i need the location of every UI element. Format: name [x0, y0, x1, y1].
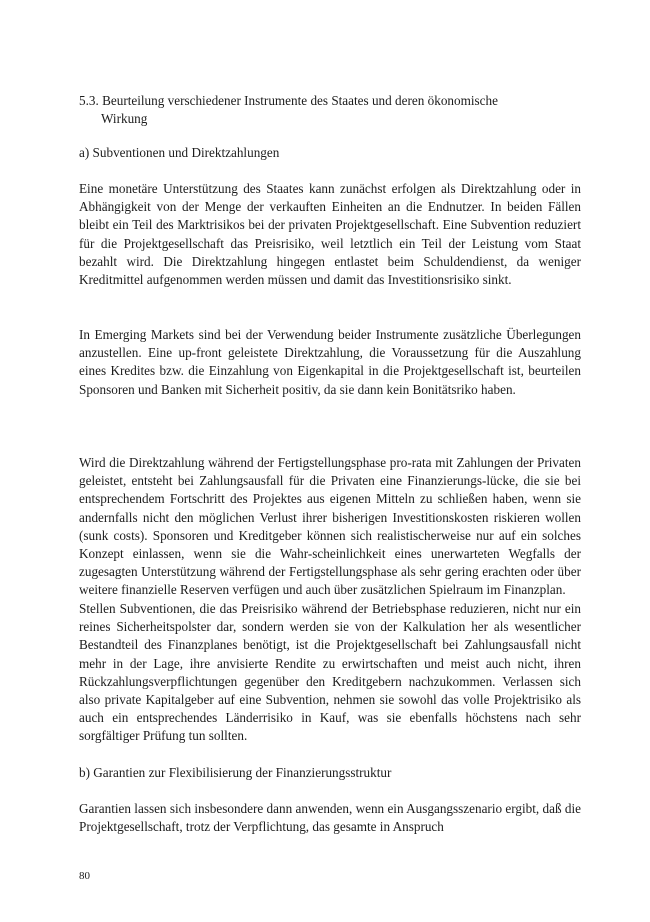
- subsection-heading-b: b) Garantien zur Flexibilisierung der Finanzierungsstruktur: [79, 765, 392, 780]
- paragraph-3: Wird die Direktzahlung während der Fertigstellungsphase pro-rata mit Zahlungen der Privaten geleistet, entsteht bei Zahlungsausfall für die Privaten eine Finanzierungs-lücke, die sie bei entsprechendem Fortschritt des Projektes aus eigenen Mitteln zu schließen haben, wenn sie andernfalls nicht den möglichen Verlust ihrer bisherigen Investitionskosten riskieren wollen (sunk costs). Sponsoren und Kreditgeber können sich realistischerweise nur auf ein solches Konzept einlassen, wenn sie die Wahr-scheinlichkeit eines unerwarteten Wegfalls der zugesagten Unterstützung während der Fertigstellungsphase als sehr gering erachten oder über weitere finanzielle Reserven verfügen und auch über zusätzlichen Spielraum im Finanzplan.: [79, 455, 581, 598]
- paragraph-5: Garantien lassen sich insbesondere dann anwenden, wenn ein Ausgangsszenario ergibt, daß die Projektgesellschaft, trotz der Verpflichtung, das gesamte in Anspruch: [79, 801, 581, 835]
- paragraph-2: In Emerging Markets sind bei der Verwendung beider Instrumente zusätzliche Überlegungen anzustellen. Eine up-front geleistete Direktzahlung, die Voraussetzung für die Auszahlung eines Kredites bzw. die Einzahlung von Eigenkapital in die Projektgesellschaft ist, beurteilen Sponsoren und Banken mit Sicherheit positiv, da sie dann kein Bonitätsriko haben.: [79, 327, 581, 397]
- section-number-title: 5.3. Beurteilung verschiedener Instrumente des Staates und deren ökonomische: [79, 93, 498, 108]
- paragraph-4: Stellen Subventionen, die das Preisrisiko während der Betriebsphase reduzieren, nicht nur ein reines Sicherheitspolster dar, sondern werden sie von der Kalkulation her als wesentlicher Bestandteil des Finanzplanes benötigt, ist die Projektgesellschaft bei Zahlungsausfall nicht mehr in der Lage, ihre anvisierte Rendite zu erwirtschaften und meist auch nicht, ihren Rückzahlungsverpflichtungen gegenüber den Kreditgebern nachzukommen. Verlassen sich also private Kapitalgeber auf eine Subvention, nehmen sie sowohl das volle Projektrisiko als auch ein entsprechendes Länderrisiko in Kauf, was sie ebenfalls höchstens nach sehr sorgfältiger Prüfung tun sollten.: [79, 601, 581, 744]
- paragraph-1: Eine monetäre Unterstützung des Staates kann zunächst erfolgen als Direktzahlung oder in Abhängigkeit von der Menge der verkauften Einheiten an die Endnutzer. In beiden Fällen bleibt ein Teil des Marktrisikos bei der privaten Projektgesellschaft. Eine Subvention reduziert für die Projektgesellschaft das Preisrisiko, weil letztlich ein Teil der Leistung vom Staat bezahlt wird. Die Direktzahlung hingegen entlastet beim Schuldendienst, da weniger Kreditmittel aufgenommen werden müssen und damit das Investitionsrisiko sinkt.: [79, 181, 581, 288]
- page-number: 80: [79, 870, 90, 882]
- section-heading: [79, 92, 581, 128]
- section-title-continued: Wirkung: [101, 111, 148, 126]
- subsection-heading-a: a) Subventionen und Direktzahlungen: [79, 145, 280, 160]
